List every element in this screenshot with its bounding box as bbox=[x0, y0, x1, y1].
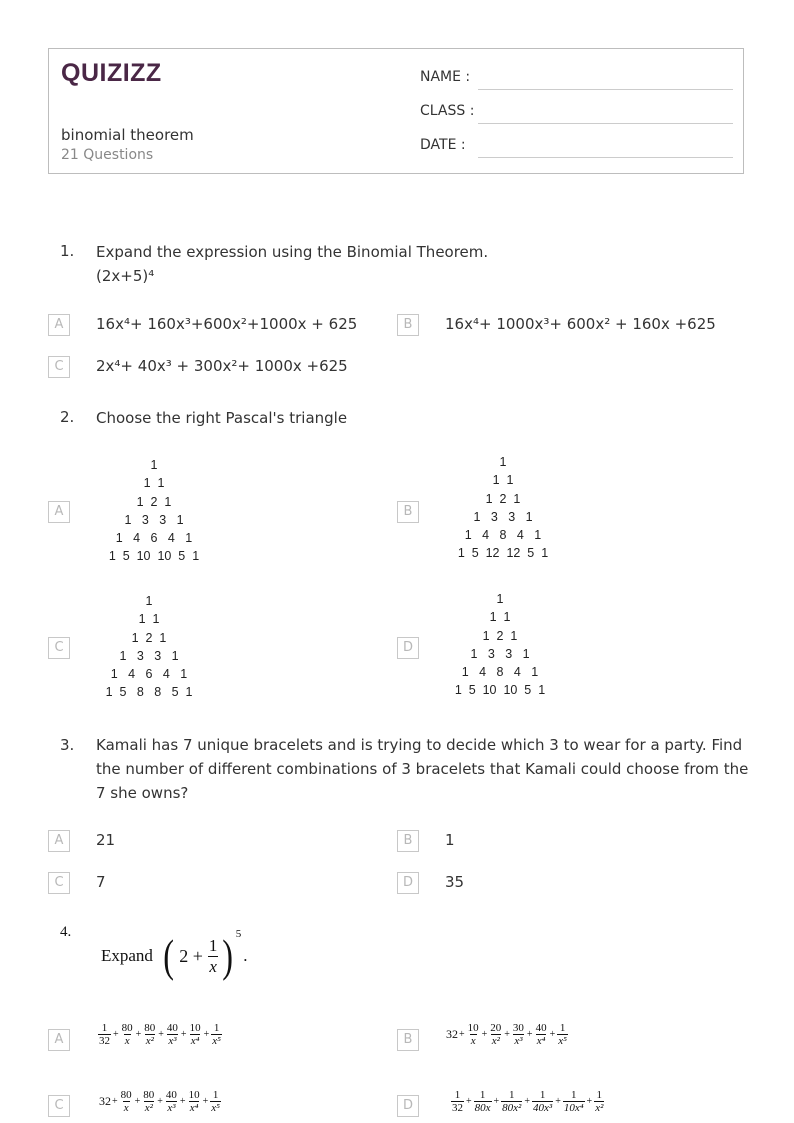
fraction-term bbox=[165, 1089, 178, 1114]
fraction-term bbox=[98, 1022, 111, 1047]
fraction-numerator: 1 bbox=[479, 1089, 486, 1101]
fraction-numerator: 1 bbox=[570, 1089, 577, 1101]
fraction-denominator: 10x⁴ bbox=[563, 1102, 584, 1114]
option-text[interactable]: 21 bbox=[96, 831, 116, 849]
plus-sign: + bbox=[504, 1029, 510, 1040]
plus-sign: + bbox=[526, 1029, 533, 1040]
class-line[interactable] bbox=[478, 123, 733, 124]
option-letter-c[interactable]: C bbox=[48, 356, 70, 378]
question-number: 4. bbox=[60, 924, 72, 940]
fraction-term bbox=[210, 1089, 221, 1114]
fraction-denominator: x⁵ bbox=[212, 1035, 221, 1047]
option-letter-a[interactable]: A bbox=[48, 830, 70, 852]
name-label: NAME : bbox=[420, 69, 471, 85]
fraction-denominator: x⁵ bbox=[558, 1035, 567, 1047]
triangle-row: 1 3 3 1 bbox=[470, 646, 530, 661]
period: . bbox=[243, 946, 248, 965]
triangle-row: 1 2 1 bbox=[485, 491, 521, 506]
plus-sign: + bbox=[135, 1029, 142, 1040]
option-text[interactable]: 16x⁴+ 1000x³+ 600x² + 160x +625 bbox=[445, 315, 716, 333]
pascal-triangle-option[interactable] bbox=[446, 453, 560, 563]
plus-sign: + bbox=[134, 1096, 141, 1107]
right-paren: ) bbox=[222, 930, 234, 981]
fraction-numerator: 1 bbox=[539, 1089, 546, 1101]
option-letter-c[interactable]: C bbox=[48, 872, 70, 894]
fraction-denominator: x bbox=[209, 956, 217, 976]
fraction-denominator: 32 bbox=[99, 1035, 110, 1047]
fraction-denominator: x⁵ bbox=[211, 1102, 220, 1114]
triangle-row: 1 5 8 8 5 1 bbox=[105, 685, 193, 700]
exponent: 5 bbox=[235, 928, 242, 940]
option-letter-d[interactable]: D bbox=[397, 1095, 419, 1117]
math-option[interactable] bbox=[99, 1089, 222, 1114]
fraction-term bbox=[489, 1022, 502, 1047]
option-letter-d[interactable]: D bbox=[397, 872, 419, 894]
fraction-term bbox=[142, 1089, 155, 1114]
fraction-numerator: 80 bbox=[121, 1022, 133, 1034]
plus-sign: + bbox=[459, 1029, 465, 1040]
fraction-numerator: 1 bbox=[454, 1089, 461, 1101]
question-expression: (2x+5)⁴ bbox=[96, 267, 155, 285]
fraction-term bbox=[557, 1022, 568, 1047]
triangle-row: 1 5 10 10 5 1 bbox=[454, 683, 546, 698]
triangle-row: 1 3 3 1 bbox=[119, 648, 179, 663]
plus-sign: + bbox=[466, 1096, 472, 1107]
fraction-term bbox=[532, 1089, 553, 1114]
option-letter-a[interactable]: A bbox=[48, 1029, 70, 1051]
triangle-row: 1 2 1 bbox=[482, 628, 518, 643]
fraction-numerator: 30 bbox=[512, 1022, 524, 1034]
triangle-row: 1 1 bbox=[143, 476, 165, 491]
fraction-term bbox=[594, 1089, 604, 1114]
option-text[interactable]: 2x⁴+ 40x³ + 300x²+ 1000x +625 bbox=[96, 357, 348, 375]
fraction-denominator: x² bbox=[491, 1035, 500, 1047]
plus-sign: + bbox=[112, 1096, 118, 1107]
option-letter-b[interactable]: B bbox=[397, 1029, 419, 1051]
fraction-numerator: 10 bbox=[467, 1022, 479, 1034]
plus-sign: + bbox=[549, 1029, 556, 1040]
option-letter-b[interactable]: B bbox=[397, 830, 419, 852]
triangle-row: 1 4 6 4 1 bbox=[110, 667, 188, 682]
fraction-numerator: 10 bbox=[188, 1089, 200, 1101]
quizizz-logo: QUIZIZZ bbox=[61, 59, 162, 87]
fraction-term bbox=[501, 1089, 522, 1114]
fraction-term bbox=[563, 1089, 585, 1114]
triangle-row: 1 3 3 1 bbox=[124, 512, 184, 527]
fraction-numerator: 1 bbox=[213, 1022, 220, 1034]
question-number: 2. bbox=[60, 408, 75, 426]
fraction-term bbox=[143, 1022, 156, 1047]
fraction-numerator: 1 bbox=[212, 1089, 219, 1101]
fraction-denominator: x³ bbox=[167, 1102, 176, 1114]
fraction-term bbox=[474, 1089, 492, 1114]
fraction-denominator: 40x³ bbox=[533, 1102, 553, 1114]
plus-sign: + bbox=[180, 1029, 187, 1040]
date-line[interactable] bbox=[478, 157, 733, 158]
fraction-term bbox=[451, 1089, 464, 1114]
option-text[interactable]: 16x⁴+ 160x³+600x²+1000x + 625 bbox=[96, 315, 358, 333]
pascal-triangle-option[interactable] bbox=[100, 456, 208, 566]
question-text bbox=[96, 240, 751, 288]
option-letter-b[interactable]: B bbox=[397, 501, 419, 523]
triangle-row: 1 2 1 bbox=[136, 494, 172, 509]
fraction-numerator: 80 bbox=[143, 1089, 155, 1101]
fraction-numerator: 10 bbox=[189, 1022, 201, 1034]
fraction-numerator: 80 bbox=[120, 1089, 132, 1101]
option-letter-d[interactable]: D bbox=[397, 637, 419, 659]
triangle-row: 1 1 bbox=[489, 610, 511, 625]
fraction-denominator: x bbox=[123, 1102, 129, 1114]
plus-sign: + bbox=[179, 1096, 186, 1107]
triangle-row: 1 bbox=[496, 592, 504, 606]
expression-base: 2 + bbox=[179, 945, 203, 966]
leading-term: 32 bbox=[446, 1027, 458, 1041]
math-option[interactable] bbox=[97, 1022, 223, 1047]
left-paren: ( bbox=[163, 930, 174, 981]
question-text: Choose the right Pascal's triangle bbox=[96, 409, 348, 427]
option-letter-a[interactable]: A bbox=[48, 314, 70, 336]
plus-sign: + bbox=[586, 1096, 593, 1107]
triangle-row: 1 5 12 12 5 1 bbox=[457, 546, 549, 561]
fraction-term bbox=[211, 1022, 222, 1047]
option-text[interactable]: 35 bbox=[445, 873, 465, 891]
triangle-row: 1 4 8 4 1 bbox=[464, 528, 542, 543]
question-expression-image bbox=[101, 926, 248, 986]
option-text[interactable]: 1 bbox=[445, 831, 455, 849]
fraction-numerator: 40 bbox=[535, 1022, 547, 1034]
fraction-term bbox=[512, 1022, 525, 1047]
option-text[interactable]: 7 bbox=[96, 873, 106, 891]
fraction-denominator: 80x² bbox=[502, 1102, 522, 1114]
plus-sign: + bbox=[158, 1029, 164, 1040]
fraction-numerator: 20 bbox=[490, 1022, 502, 1034]
option-letter-b[interactable]: B bbox=[397, 314, 419, 336]
fraction-denominator: x² bbox=[144, 1102, 153, 1114]
worksheet-title: binomial theorem bbox=[61, 126, 194, 144]
triangle-row: 1 4 8 4 1 bbox=[461, 665, 539, 680]
worksheet-header bbox=[48, 48, 744, 174]
plus-sign: + bbox=[481, 1029, 488, 1040]
fraction-denominator: x bbox=[470, 1035, 476, 1047]
option-letter-c[interactable]: C bbox=[48, 637, 70, 659]
triangle-row: 1 2 1 bbox=[131, 630, 167, 645]
plus-sign: + bbox=[524, 1096, 530, 1107]
fraction-term bbox=[535, 1022, 548, 1047]
date-label: DATE : bbox=[420, 137, 466, 153]
fraction-term bbox=[121, 1022, 134, 1047]
math-option[interactable] bbox=[450, 1089, 605, 1114]
plus-sign: + bbox=[555, 1096, 561, 1107]
question-number: 3. bbox=[60, 736, 75, 754]
triangle-row: 1 5 10 10 5 1 bbox=[108, 549, 200, 564]
fraction-numerator: 1 bbox=[208, 935, 218, 955]
expand-word: Expand bbox=[101, 946, 153, 965]
fraction-denominator: x⁴ bbox=[190, 1035, 200, 1047]
triangle-row: 1 1 bbox=[138, 612, 160, 627]
fraction-numerator: 40 bbox=[166, 1022, 178, 1034]
class-label: CLASS : bbox=[420, 103, 475, 119]
fraction-numerator: 80 bbox=[144, 1022, 156, 1034]
triangle-row: 1 4 6 4 1 bbox=[115, 531, 193, 546]
option-letter-c[interactable]: C bbox=[48, 1095, 70, 1117]
plus-sign: + bbox=[203, 1029, 210, 1040]
pascal-triangle-option[interactable] bbox=[94, 592, 204, 702]
triangle-row: 1 bbox=[145, 594, 153, 608]
fraction-numerator: 1 bbox=[559, 1022, 566, 1034]
fraction-term bbox=[467, 1022, 480, 1047]
question-text: Kamali has 7 unique bracelets and is trying to decide which 3 to wear for a party. Find the number of different combinations of 3 bracelets that Kamali could choose from the 7 she owns? bbox=[96, 736, 749, 802]
math-option[interactable] bbox=[446, 1022, 569, 1047]
fraction-denominator: x² bbox=[595, 1102, 604, 1114]
fraction-denominator: 80x bbox=[474, 1102, 491, 1114]
fraction-term bbox=[188, 1089, 201, 1114]
fraction-denominator: x⁴ bbox=[536, 1035, 546, 1047]
fraction-denominator: x² bbox=[145, 1035, 154, 1047]
fraction-denominator: 32 bbox=[452, 1102, 463, 1114]
pascal-triangle-option[interactable] bbox=[446, 590, 554, 700]
plus-sign: + bbox=[157, 1096, 163, 1107]
fraction-term bbox=[189, 1022, 202, 1047]
fraction-term bbox=[120, 1089, 133, 1114]
fraction-numerator: 1 bbox=[101, 1022, 108, 1034]
plus-sign: + bbox=[493, 1096, 500, 1107]
question-number: 1. bbox=[60, 242, 75, 260]
plus-sign: + bbox=[202, 1096, 209, 1107]
option-letter-a[interactable]: A bbox=[48, 501, 70, 523]
fraction-denominator: x⁴ bbox=[189, 1102, 199, 1114]
triangle-row: 1 3 3 1 bbox=[473, 509, 533, 524]
triangle-row: 1 bbox=[499, 455, 507, 469]
fraction bbox=[208, 936, 219, 977]
fraction-denominator: x³ bbox=[514, 1035, 523, 1047]
fraction-term bbox=[166, 1022, 179, 1047]
fraction-numerator: 1 bbox=[596, 1089, 603, 1101]
fraction-denominator: x bbox=[124, 1035, 130, 1047]
plus-sign: + bbox=[113, 1029, 119, 1040]
question-prompt: Expand the expression using the Binomial Theorem. bbox=[96, 243, 489, 261]
fraction-numerator: 40 bbox=[165, 1089, 177, 1101]
fraction-numerator: 1 bbox=[509, 1089, 515, 1101]
question-count: 21 Questions bbox=[61, 147, 154, 163]
name-line[interactable] bbox=[478, 89, 733, 90]
fraction-denominator: x³ bbox=[168, 1035, 177, 1047]
triangle-row: 1 bbox=[150, 458, 158, 472]
triangle-row: 1 1 bbox=[492, 473, 514, 488]
leading-term: 32 bbox=[99, 1094, 111, 1108]
